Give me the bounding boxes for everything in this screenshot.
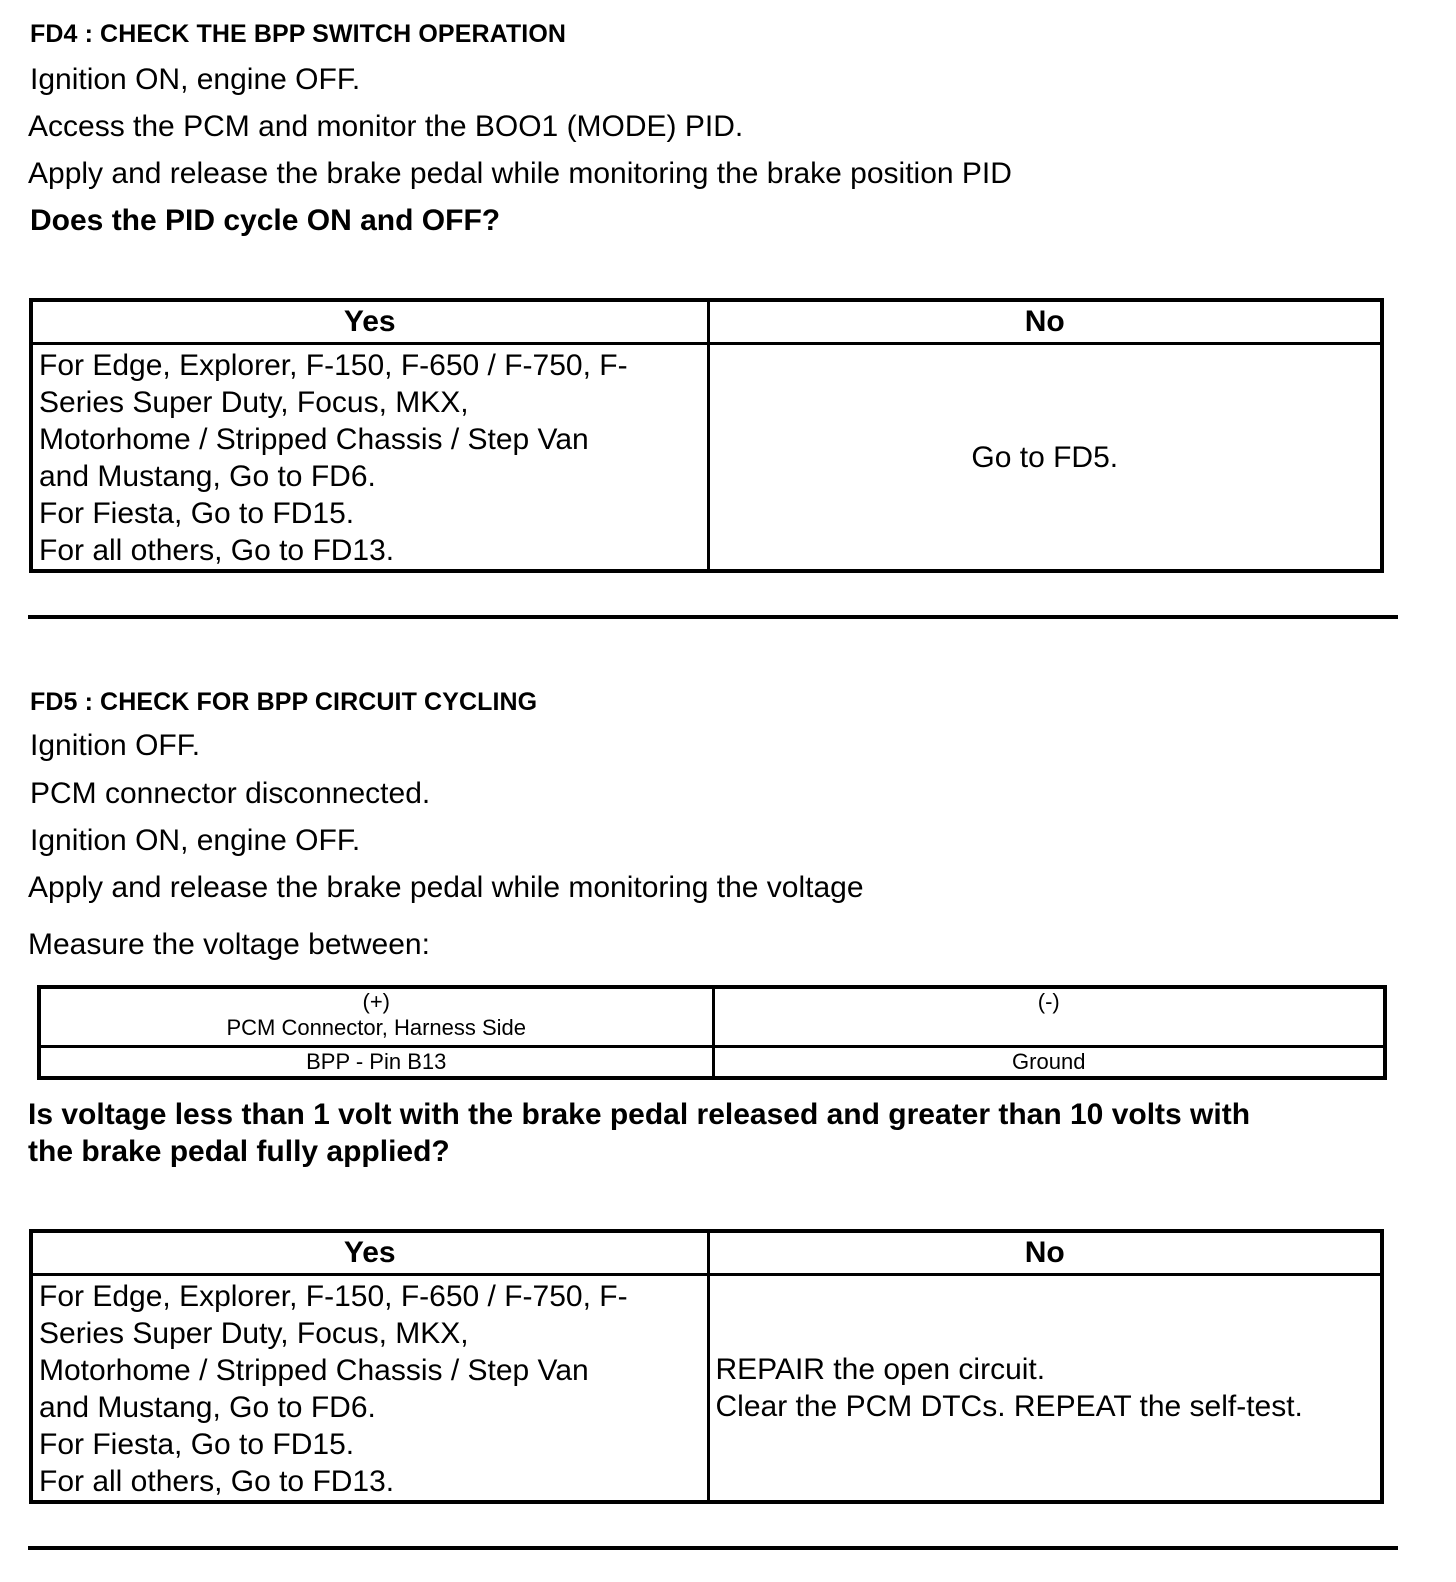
fd5-decision-table bbox=[29, 1229, 1384, 1504]
fd5-no-cell bbox=[708, 1275, 1382, 1503]
measure-plus-header bbox=[39, 987, 713, 1047]
fd5-yes-cell bbox=[31, 1275, 708, 1503]
fd5-step-1: Ignition OFF. bbox=[30, 729, 201, 762]
fd5-yes-line: For all others, Go to FD13. bbox=[39, 1465, 395, 1498]
section-divider bbox=[28, 615, 1398, 619]
fd4-question: Does the PID cycle ON and OFF? bbox=[30, 204, 501, 237]
plus-symbol: (+) bbox=[362, 989, 390, 1014]
fd5-heading: FD5 : CHECK FOR BPP CIRCUIT CYCLING bbox=[30, 688, 538, 716]
plus-label: PCM Connector, Harness Side bbox=[226, 1015, 527, 1040]
fd5-yes-line: For Edge, Explorer, F-150, F-650 / F-750, F- bbox=[39, 1280, 628, 1313]
fd5-question-line-1: Is voltage less than 1 volt with the brake pedal released and greater than 10 volts with bbox=[28, 1098, 1251, 1131]
fd5-question-line-2: the brake pedal fully applied? bbox=[28, 1135, 450, 1168]
fd4-yes-line: Series Super Duty, Focus, MKX, bbox=[39, 386, 469, 419]
fd4-decision-table bbox=[29, 298, 1384, 573]
fd4-yes-line: For all others, Go to FD13. bbox=[39, 534, 395, 567]
fd5-yes-line: and Mustang, Go to FD6. bbox=[39, 1391, 376, 1424]
voltage-measurement-table bbox=[37, 985, 1387, 1080]
fd5-step-5: Measure the voltage between: bbox=[28, 928, 430, 961]
fd5-step-3: Ignition ON, engine OFF. bbox=[30, 824, 361, 857]
measure-minus-header bbox=[713, 987, 1385, 1047]
fd4-step-1: Ignition ON, engine OFF. bbox=[30, 63, 361, 96]
minus-symbol: (-) bbox=[1037, 989, 1060, 1014]
fd5-no-line: Clear the PCM DTCs. REPEAT the self-test. bbox=[715, 1390, 1303, 1423]
fd4-no-header: No bbox=[708, 300, 1382, 344]
fd4-no-cell bbox=[708, 344, 1382, 572]
fd4-yes-line: For Edge, Explorer, F-150, F-650 / F-750, F- bbox=[39, 349, 628, 382]
measure-plus-value: BPP - Pin B13 bbox=[39, 1047, 713, 1079]
fd4-yes-line: and Mustang, Go to FD6. bbox=[39, 460, 376, 493]
fd5-yes-header: Yes bbox=[31, 1231, 708, 1275]
fd5-yes-line: Motorhome / Stripped Chassis / Step Van bbox=[39, 1354, 589, 1387]
fd5-yes-line: Series Super Duty, Focus, MKX, bbox=[39, 1317, 469, 1350]
fd4-yes-header: Yes bbox=[31, 300, 708, 344]
fd4-no-line: Go to FD5. bbox=[971, 440, 1119, 474]
fd5-step-2: PCM connector disconnected. bbox=[30, 777, 431, 810]
fd5-no-line: REPAIR the open circuit. bbox=[715, 1353, 1046, 1386]
fd4-yes-cell bbox=[31, 344, 708, 572]
fd4-yes-line: Motorhome / Stripped Chassis / Step Van bbox=[39, 423, 589, 456]
fd4-step-2: Access the PCM and monitor the BOO1 (MODE) PID. bbox=[28, 110, 744, 143]
fd5-yes-line: For Fiesta, Go to FD15. bbox=[39, 1428, 355, 1461]
fd4-yes-line: For Fiesta, Go to FD15. bbox=[39, 497, 355, 530]
section-divider bbox=[28, 1546, 1398, 1550]
fd5-no-header: No bbox=[708, 1231, 1382, 1275]
measure-minus-value: Ground bbox=[713, 1047, 1385, 1079]
fd4-heading: FD4 : CHECK THE BPP SWITCH OPERATION bbox=[30, 20, 567, 48]
fd5-step-4: Apply and release the brake pedal while monitoring the voltage bbox=[28, 871, 864, 904]
fd4-step-3: Apply and release the brake pedal while monitoring the brake position PID bbox=[28, 157, 1012, 190]
